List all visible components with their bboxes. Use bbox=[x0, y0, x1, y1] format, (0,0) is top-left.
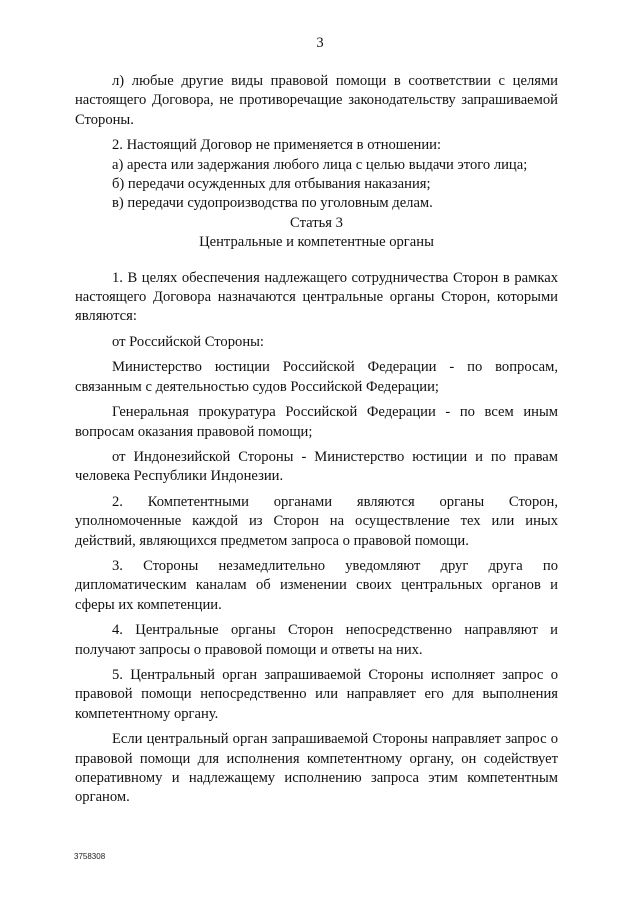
paragraph-4: 4. Центральные органы Сторон непосредственно направляют и получают запросы о правовой помощи и ответы на них. bbox=[75, 622, 558, 658]
paragraph-indonesian-side: от Индонезийской Стороны - Министерство юстиции и по правам человека Республики Индонезии. bbox=[75, 448, 558, 485]
paragraph-ministry-of-justice: Министерство юстиции Российской Федерации - по вопросам, связанным с деятельностью судов Российской Федерации; bbox=[75, 359, 558, 395]
paragraph-5: 5. Центральный орган запрашиваемой Стороны исполняет запрос о правовой помощи непосредственно или направляет его для выполнения компетентному органу. bbox=[75, 666, 558, 722]
page-number: 3 bbox=[316, 35, 324, 51]
article-title: Центральные и компетентные органы bbox=[199, 234, 434, 251]
paragraph-1: 1. В целях обеспечения надлежащего сотрудничества Сторон в рамках настоящего Договора назначаются центральные органы Сторон, которыми являются: bbox=[75, 269, 558, 325]
paragraph-russian-side: от Российской Стороны: bbox=[112, 333, 264, 350]
clause-2-item-c: в) передачи судопроизводства по уголовным делам. bbox=[112, 195, 433, 212]
clause-2-item-a: а) ареста или задержания любого лица с целью выдачи этого лица; bbox=[112, 156, 528, 173]
paragraph-prosecutor-general: Генеральная прокуратура Российской Федерации - по всем иным вопросам оказания правовой помощи; bbox=[75, 404, 558, 440]
document-code: 3758308 bbox=[74, 852, 106, 861]
paragraph-2: 2. Компетентными органами являются органы Сторон, уполномоченные каждой из Сторон на осуществление тех или иных действий, являющихся предметом запроса о правовой помощи. bbox=[75, 493, 558, 549]
document-body bbox=[75, 72, 558, 808]
paragraph-5-continued: Если центральный орган запрашиваемой Стороны направляет запрос о правовой помощи для исполнения компетентному органу, он содействует оперативному и надлежащему исполнению запроса этим компетентным органом. bbox=[75, 731, 558, 806]
clause-2-intro: 2. Настоящий Договор не применяется в отношении: bbox=[112, 137, 442, 154]
clause-2-item-b: б) передачи осужденных для отбывания наказания; bbox=[112, 176, 431, 193]
item-l: л) любые другие виды правовой помощи в соответствии с целями настоящего Договора, не противоречащие законодательству запрашиваемой Стороны. bbox=[75, 73, 558, 128]
article-number: Статья 3 bbox=[290, 214, 343, 231]
paragraph-3: 3. Стороны незамедлительно уведомляют друг друга по дипломатическим каналам об изменении своих центральных органов и сферы их компетенции. bbox=[75, 557, 558, 613]
